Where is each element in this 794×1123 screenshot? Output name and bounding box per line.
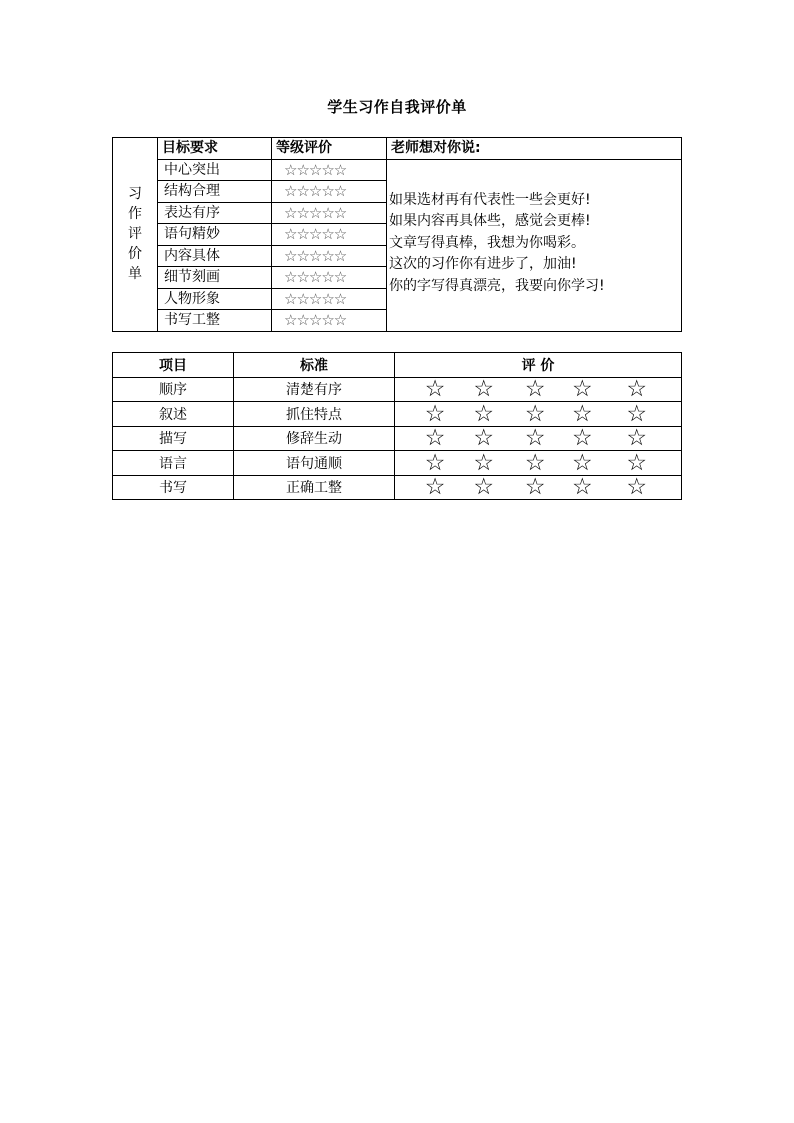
star-rating <box>395 402 682 427</box>
standard-cell: 正确工整 <box>234 475 395 500</box>
goal-cell: 书写工整 <box>158 310 272 332</box>
star-rating <box>395 426 682 451</box>
side-label-char: 习 <box>128 186 142 203</box>
star-icon[interactable]: ☆ <box>626 450 647 475</box>
star-icon[interactable]: ☆ <box>572 426 593 451</box>
side-label-char: 作 <box>128 206 142 223</box>
comment-line: 文章写得真棒，我想为你喝彩。 <box>389 234 585 251</box>
star-icon[interactable]: ☆ <box>524 426 546 451</box>
side-label-char: 单 <box>128 266 142 283</box>
star-icon[interactable]: ☆ <box>524 450 546 475</box>
star-icon[interactable]: ☆ <box>626 401 647 426</box>
item-cell: 书写 <box>113 475 234 500</box>
goal-cell: 细节刻画 <box>158 267 272 289</box>
star-icon[interactable]: ☆ <box>626 426 647 451</box>
grade-stars[interactable]: ☆☆☆☆☆ <box>272 224 387 246</box>
item-cell: 语言 <box>113 451 234 476</box>
star-icon[interactable]: ☆ <box>572 475 593 500</box>
star-icon[interactable]: ☆ <box>572 401 593 426</box>
grade-stars[interactable]: ☆☆☆☆☆ <box>272 267 387 289</box>
grade-stars[interactable]: ☆☆☆☆☆ <box>272 310 387 332</box>
header-goal: 目标要求 <box>158 138 272 160</box>
goal-cell: 人物形象 <box>158 288 272 310</box>
standard-cell: 抓住特点 <box>234 402 395 427</box>
score-row <box>113 402 682 427</box>
star-icon[interactable]: ☆ <box>424 426 446 451</box>
side-label-char: 价 <box>128 246 142 263</box>
eval-row <box>113 159 682 181</box>
goal-cell: 中心突出 <box>158 159 272 181</box>
star-icon[interactable]: ☆ <box>572 450 593 475</box>
header-standard: 标准 <box>234 353 395 378</box>
comment-line: 如果内容再具体些，感觉会更棒! <box>389 213 591 229</box>
star-rating <box>395 475 682 500</box>
header-item: 项目 <box>113 353 234 378</box>
item-cell: 描写 <box>113 426 234 451</box>
star-icon[interactable]: ☆ <box>473 450 494 475</box>
standard-cell: 语句通顺 <box>234 451 395 476</box>
score-table <box>112 352 682 500</box>
score-row <box>113 377 682 402</box>
grade-stars[interactable]: ☆☆☆☆☆ <box>272 181 387 203</box>
standard-cell: 清楚有序 <box>234 377 395 402</box>
goal-cell: 语句精妙 <box>158 224 272 246</box>
comment-line: 你的字写得真漂亮，我要向你学习! <box>389 277 605 294</box>
comment-line: 这次的习作你有进步了，加油! <box>389 256 577 272</box>
star-icon[interactable]: ☆ <box>473 401 494 426</box>
side-label-char: 评 <box>128 226 142 243</box>
star-icon[interactable]: ☆ <box>424 401 446 426</box>
item-cell: 叙述 <box>113 402 234 427</box>
teacher-comments <box>387 159 682 331</box>
star-icon[interactable]: ☆ <box>424 475 446 500</box>
goal-cell: 表达有序 <box>158 202 272 224</box>
star-icon[interactable]: ☆ <box>572 377 593 402</box>
star-icon[interactable]: ☆ <box>626 377 647 402</box>
score-row <box>113 426 682 451</box>
star-icon[interactable]: ☆ <box>424 377 446 402</box>
star-icon[interactable]: ☆ <box>473 377 494 402</box>
side-label <box>113 138 158 332</box>
grade-stars[interactable]: ☆☆☆☆☆ <box>272 202 387 224</box>
grade-stars[interactable]: ☆☆☆☆☆ <box>272 288 387 310</box>
score-row <box>113 475 682 500</box>
item-cell: 顺序 <box>113 377 234 402</box>
grade-stars[interactable]: ☆☆☆☆☆ <box>272 159 387 181</box>
standard-cell: 修辞生动 <box>234 426 395 451</box>
score-row <box>113 451 682 476</box>
header-rating: 评 价 <box>395 353 682 378</box>
star-icon[interactable]: ☆ <box>473 475 494 500</box>
grade-stars[interactable]: ☆☆☆☆☆ <box>272 245 387 267</box>
star-icon[interactable]: ☆ <box>524 401 546 426</box>
star-rating <box>395 451 682 476</box>
header-teacher: 老师想对你说: <box>387 138 682 160</box>
star-icon[interactable]: ☆ <box>424 450 446 475</box>
goal-cell: 内容具体 <box>158 245 272 267</box>
evaluation-table <box>112 137 682 332</box>
star-rating <box>395 377 682 402</box>
star-icon[interactable]: ☆ <box>473 426 494 451</box>
goal-cell: 结构合理 <box>158 181 272 203</box>
comment-line: 如果选材再有代表性一些会更好! <box>389 191 591 208</box>
star-icon[interactable]: ☆ <box>626 475 647 500</box>
header-grade: 等级评价 <box>272 138 387 160</box>
star-icon[interactable]: ☆ <box>524 377 546 402</box>
page-title: 学生习作自我评价单 <box>327 98 467 116</box>
star-icon[interactable]: ☆ <box>524 475 546 500</box>
